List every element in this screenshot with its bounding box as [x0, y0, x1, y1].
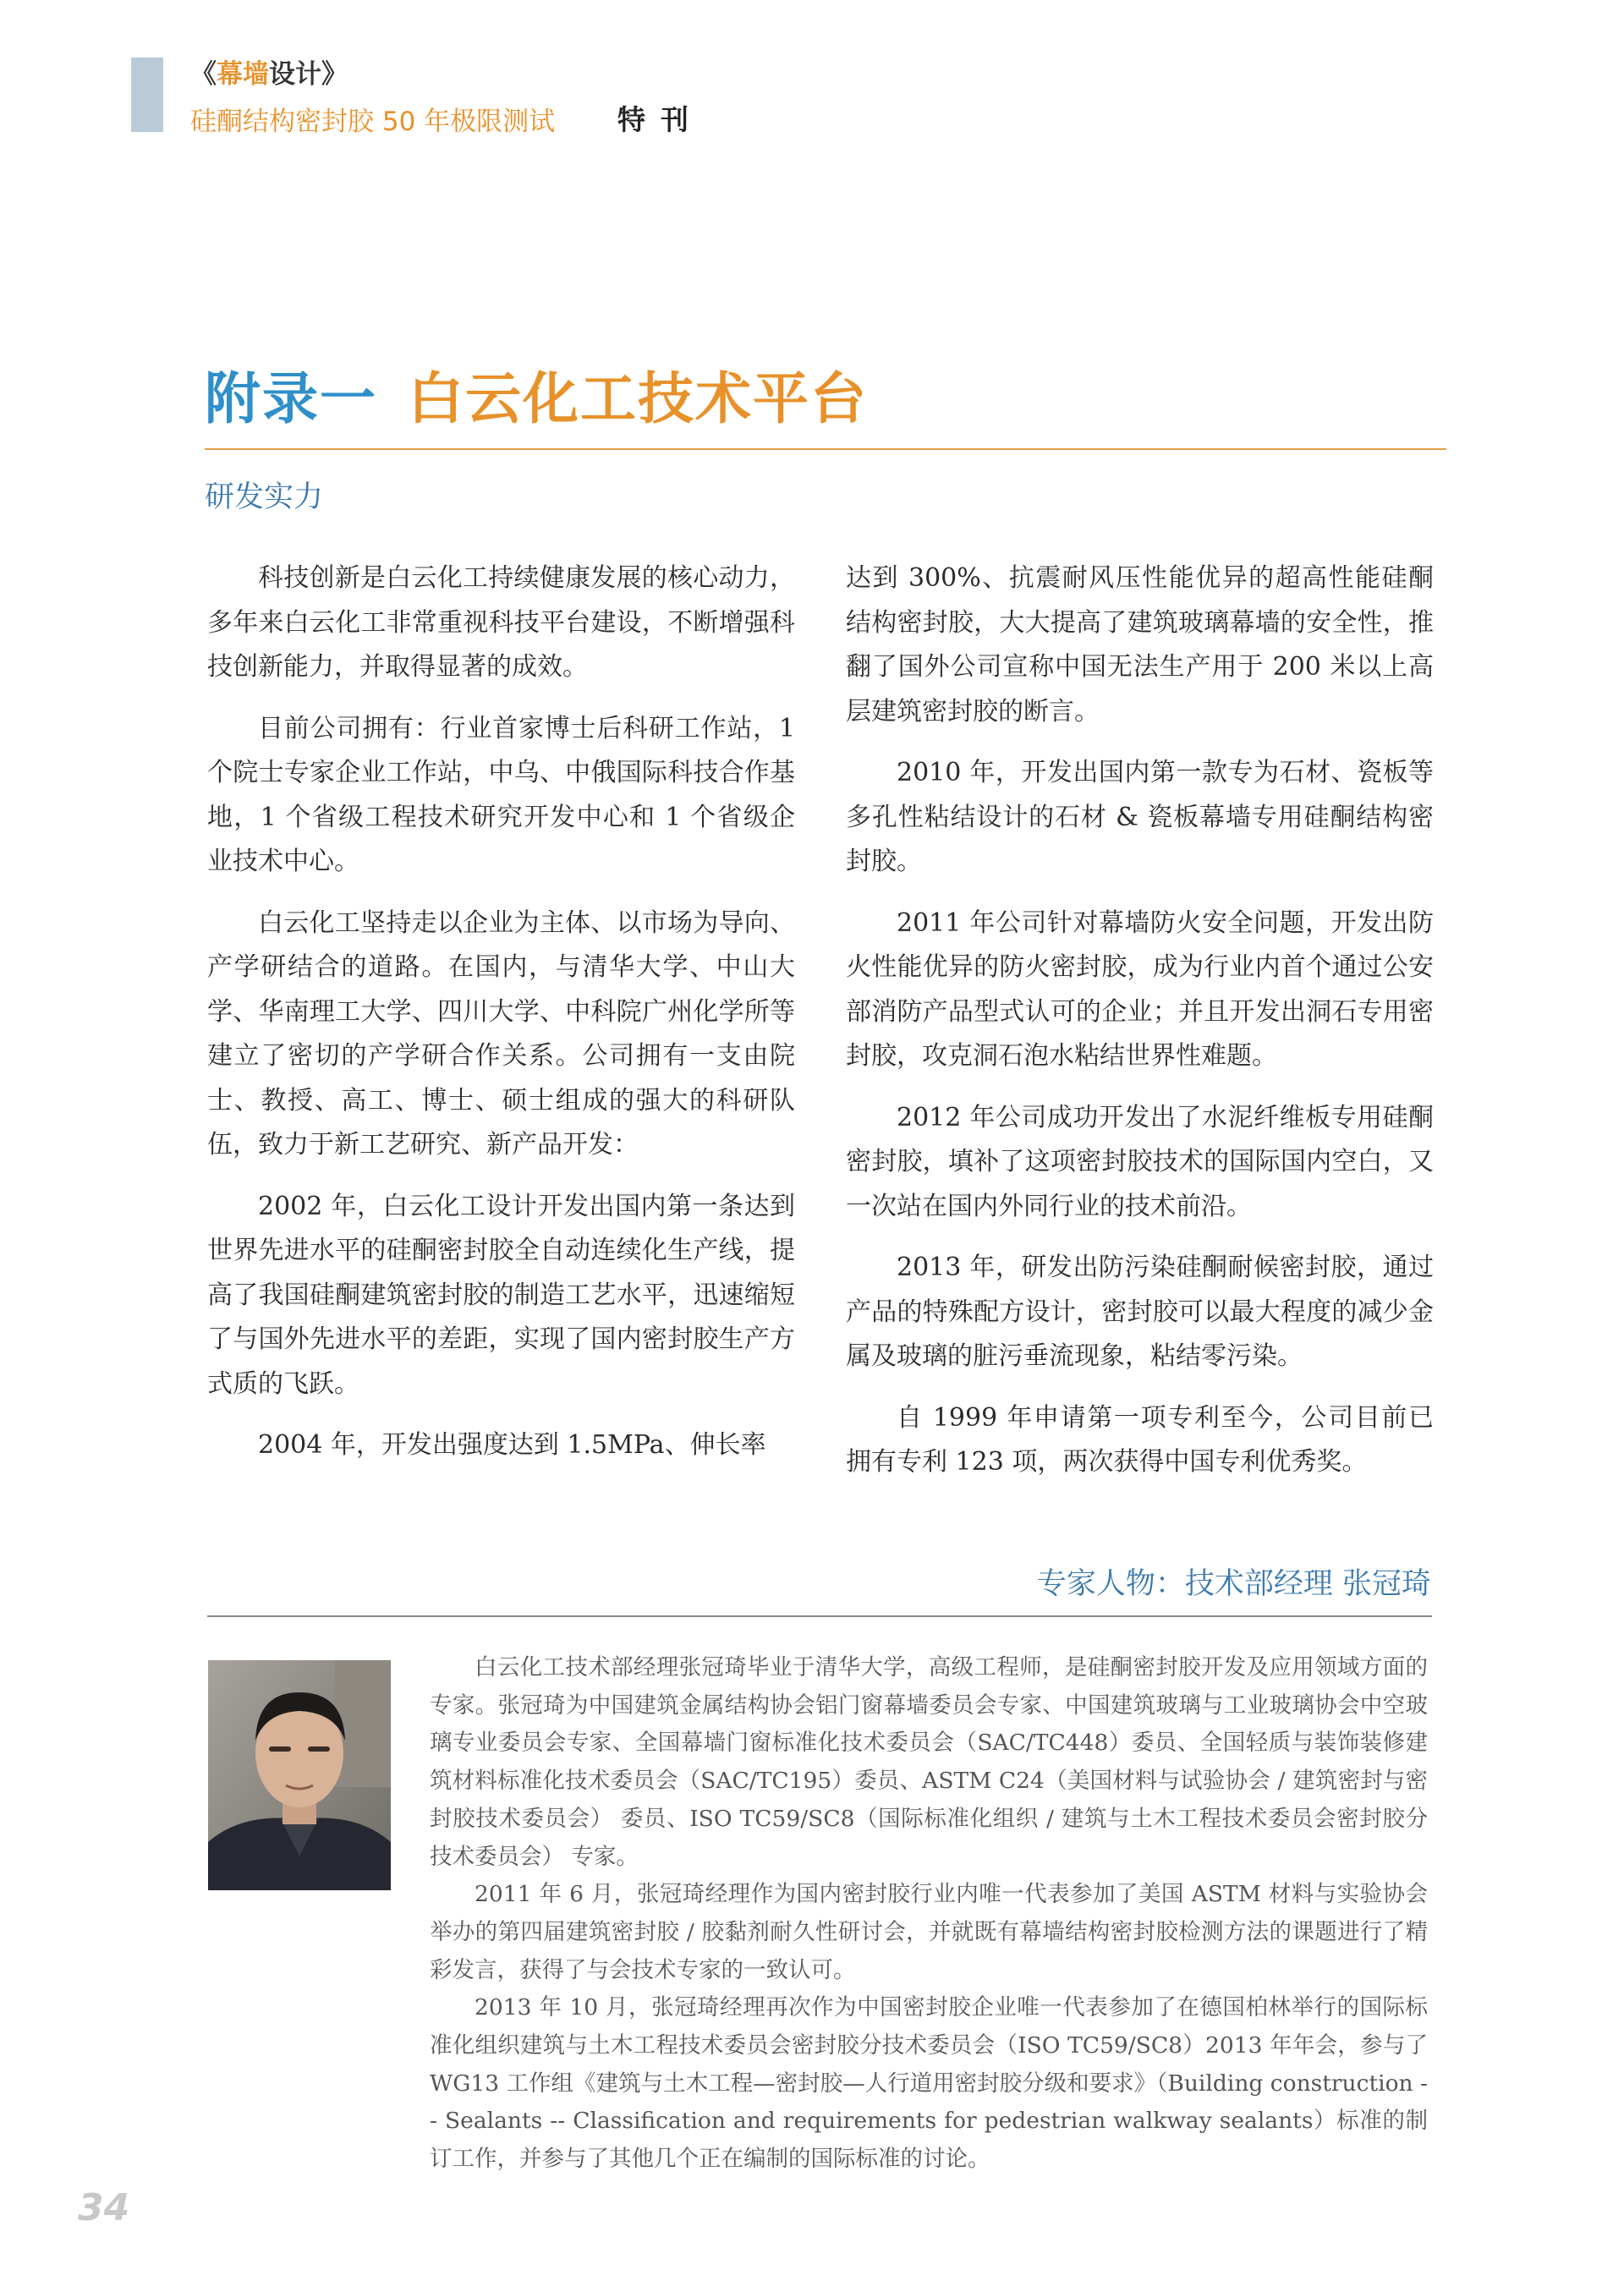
page-title: [205, 354, 868, 434]
paragraph: 2011 年 6 月，张冠琦经理作为国内密封胶行业内唯一代表参加了美国 ASTM 材料与实验协会举办的第四届建筑密封胶 / 胶黏剂耐久性研讨会，并就既有幕墙结构密封胶检测方法的课题进行了精彩发言，获得了与会技术专家的一致认可。: [430, 1881, 1428, 1983]
paragraph: 2011 年公司针对幕墙防火安全问题，开发出防火性能优异的防火密封胶，成为行业内首个通过公安部消防产品型式认可的企业；并且开发出洞石专用密封胶，攻克洞石泡水粘结世界性难题。: [846, 907, 1434, 1071]
expert-portrait: [208, 1660, 391, 1890]
magazine-name: [190, 52, 348, 90]
paragraph: 2013 年，研发出防污染硅酮耐候密封胶，通过产品的特殊配方设计，密封胶可以最大程度的减少金属及玻璃的脏污垂流现象，粘结零污染。: [846, 1253, 1434, 1371]
paragraph: 白云化工技术部经理张冠琦毕业于清华大学，高级工程师，是硅酮密封胶开发及应用领域方面的专家。张冠琦为中国建筑金属结构协会铝门窗幕墙委员会专家、中国建筑玻璃与工业玻璃协会中空玻璃专业委员会专家、全国幕墙门窗标准化技术委员会（SAC/TC448）委员、全国轻质与装饰装修建筑材料标准化技术委员会（SAC/TC195）委员、ASTM C24（美国材料与试验协会 / 建筑密封与密封胶技术委员会） 委员、ISO TC59/SC8（国际标准化组织 / 建筑与土木工程技术委员会密封胶分技术委员会） 专家。: [430, 1654, 1428, 1870]
paragraph: 白云化工坚持走以企业为主体、以市场为导向、产学研结合的道路。在国内，与清华大学、中山大学、华南理工大学、四川大学、中科院广州化学所等建立了密切的产学研合作关系。公司拥有一支由院士、教授、高工、博士、硕士组成的强大的科研队伍，致力于新工艺研究、新产品开发：: [207, 907, 795, 1160]
issue-subtitle: 硅酮结构密封胶 50 年极限测试: [190, 107, 556, 137]
paragraph: 2004 年，开发出强度达到 1.5MPa、伸长率: [258, 1430, 766, 1460]
paragraph: 2010 年，开发出国内第一款专为石材、瓷板等多孔性粘结设计的石材 & 瓷板幕墙专用硅酮结构密封胶。: [846, 758, 1434, 876]
expert-biography: [430, 1649, 1428, 2179]
paragraph: 目前公司拥有：行业首家博士后科研工作站，1 个院士专家企业工作站，中乌、中俄国际科技合作基地，1 个省级工程技术研究开发中心和 1 个省级企业技术中心。: [207, 713, 795, 876]
paragraph-continuation: 达到 300%、抗震耐风压性能优异的超高性能硅酮结构密封胶，大大提高了建筑玻璃幕墙的安全性，推翻了国外公司宣称中国无法生产用于 200 米以上高层建筑密封胶的断言。: [846, 563, 1434, 727]
magazine-close: 设计》: [269, 59, 348, 90]
paragraph: 2013 年 10 月，张冠琦经理再次作为中国密封胶企业唯一代表参加了在德国柏林举行的国际标准化组织建筑与土木工程技术委员会密封胶分技术委员会（ISO TC59/SC8）2013 年年会，参与了 WG13 工作组《建筑与土木工程—密封胶—人行道用密封胶分级和要求》（Building construction -- Sealants -- Classification and requirements for pedestrian walkway sealants）标准的制订工作，并参与了其他几个正在编制的国际标准的讨论。: [430, 1994, 1428, 2173]
paragraph: 2012 年公司成功开发出了水泥纤维板专用硅酮密封胶，填补了这项密封胶技术的国际国内空白，又一次站在国内外同行业的技术前沿。: [846, 1102, 1434, 1221]
issue-label: 特刊: [617, 103, 704, 136]
page-number: 34: [78, 2186, 130, 2229]
paragraph: 2002 年，白云化工设计开发出国内第一条达到世界先进水平的硅酮密封胶全自动连续化生产线，提高了我国硅酮建筑密封胶的制造工艺水平，迅速缩短了与国外先进水平的差距，实现了国内密封胶生产方式质的飞跃。: [207, 1191, 795, 1399]
section-heading: 研发实力: [205, 480, 324, 514]
paragraph: 科技创新是白云化工持续健康发展的核心动力，多年来白云化工非常重视科技平台建设，不断增强科技创新能力，并取得显著的成效。: [207, 563, 795, 682]
magazine-highlight: 幕墙: [217, 59, 269, 90]
title-lead: 附录一: [205, 365, 377, 431]
article-column-left: [207, 557, 795, 1485]
article-column-right: [846, 557, 1434, 1502]
expert-heading: 专家人物：技术部经理 张冠琦: [1036, 1567, 1431, 1601]
paragraph: 自 1999 年申请第一项专利至今，公司目前已拥有专利 123 项，两次获得中国专利优秀奖。: [846, 1402, 1434, 1477]
title-divider: [205, 448, 1446, 450]
title-rest: 白云化工技术平台: [408, 365, 868, 431]
expert-divider: [207, 1615, 1432, 1617]
header-accent-bar: [131, 58, 163, 132]
magazine-open: 《: [190, 59, 217, 90]
